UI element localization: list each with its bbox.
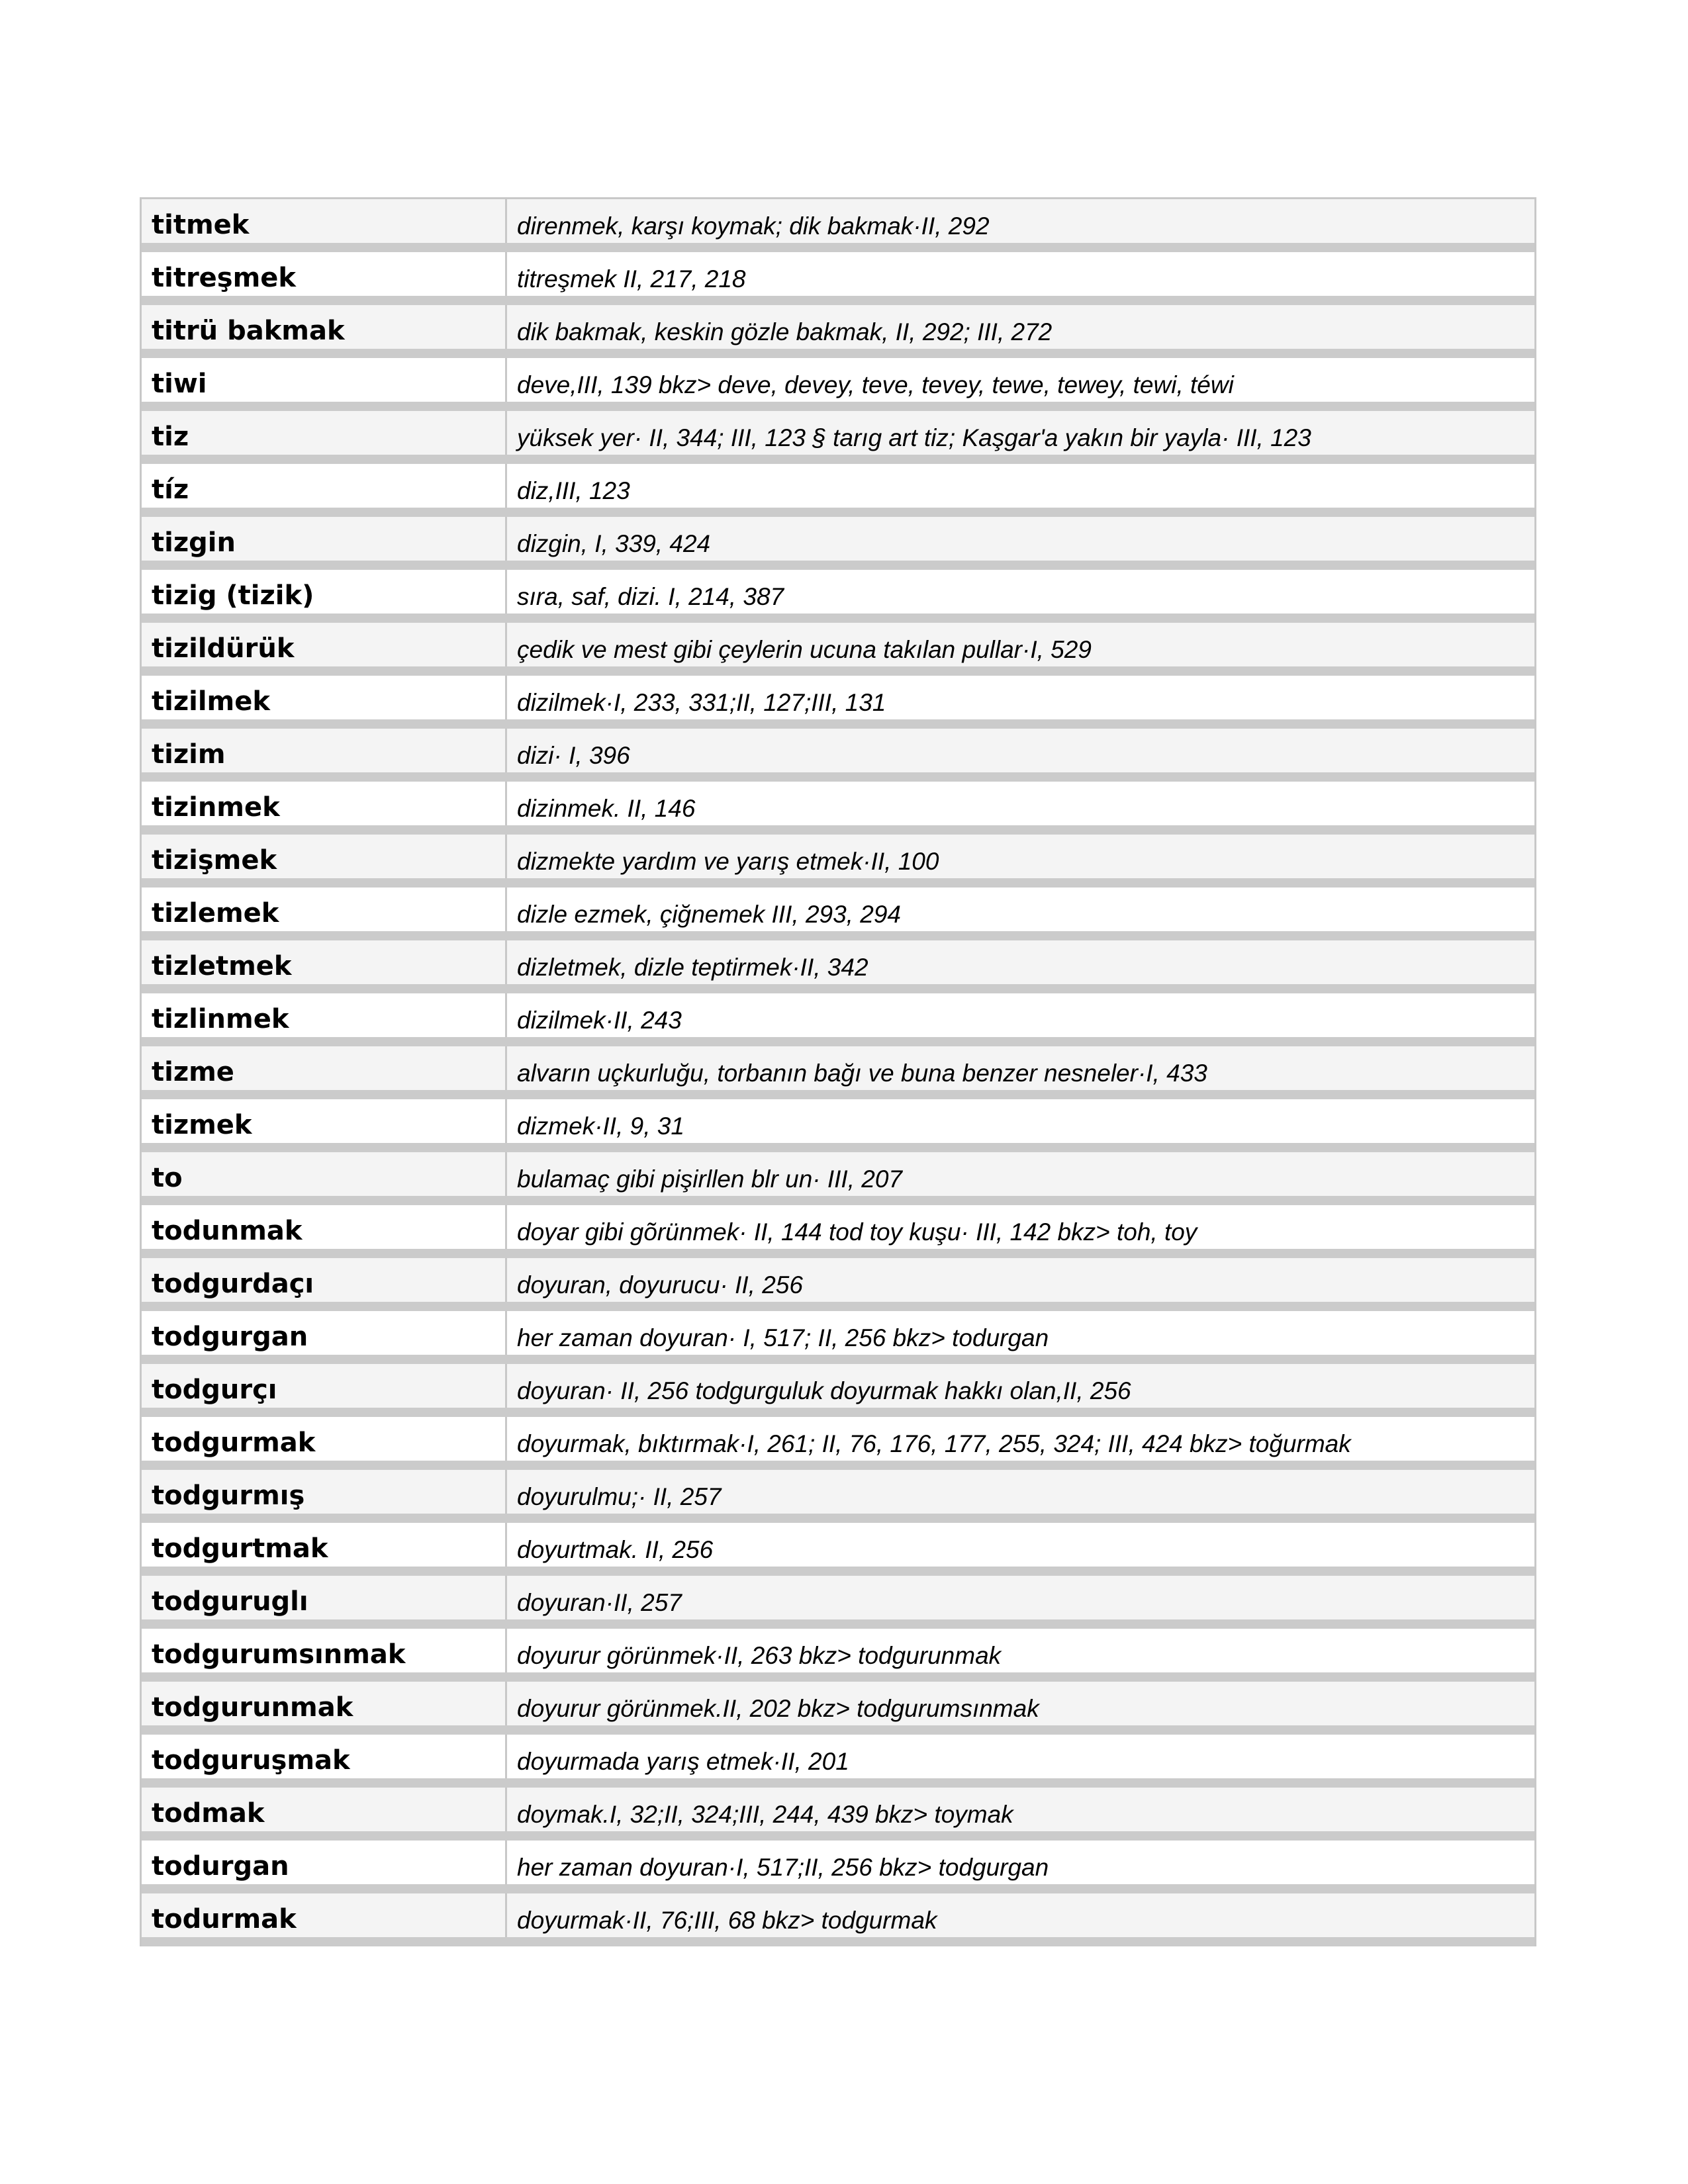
- table-row: [142, 1205, 1534, 1258]
- headword-cell: todurmak: [142, 1893, 507, 1937]
- headword-cell: tizlemek: [142, 887, 507, 931]
- table-row: [142, 940, 1534, 993]
- table-row: [142, 305, 1534, 358]
- table-row: [142, 199, 1534, 252]
- headword-cell: tizletmek: [142, 940, 507, 984]
- definition-cell: dik bakmak, keskin gözle bakmak, II, 292; III, 272: [507, 305, 1534, 349]
- definition-cell: dizinmek. II, 146: [507, 782, 1534, 825]
- definition-cell: doyuran·II, 257: [507, 1576, 1534, 1619]
- headword-cell: todgurtmak: [142, 1523, 507, 1567]
- table-row: [142, 1788, 1534, 1841]
- headword-cell: tizişmek: [142, 835, 507, 878]
- headword-cell: todgurgan: [142, 1311, 507, 1355]
- table-row: [142, 252, 1534, 305]
- definition-cell: doyurur görünmek·II, 263 bkz> todgurunmak: [507, 1629, 1534, 1672]
- headword-cell: todgurdaçı: [142, 1258, 507, 1302]
- definition-cell: doyuran· II, 256 todgurguluk doyurmak hakkı olan,II, 256: [507, 1364, 1534, 1408]
- headword-cell: todmak: [142, 1788, 507, 1831]
- definition-cell: dizmekte yardım ve yarış etmek·II, 100: [507, 835, 1534, 878]
- definition-cell: doyurulmu;· II, 257: [507, 1470, 1534, 1514]
- headword-cell: titrü bakmak: [142, 305, 507, 349]
- headword-cell: todguruşmak: [142, 1735, 507, 1778]
- headword-cell: todgurçı: [142, 1364, 507, 1408]
- table-row: [142, 1364, 1534, 1417]
- definition-cell: doyar gibi gõrünmek· II, 144 tod toy kuşu· III, 142 bkz> toh, toy: [507, 1205, 1534, 1249]
- table-row: [142, 623, 1534, 676]
- definition-cell: doyurmada yarış etmek·II, 201: [507, 1735, 1534, 1778]
- headword-cell: tizgin: [142, 517, 507, 561]
- definition-cell: doyurmak, bıktırmak·I, 261; II, 76, 176, 177, 255, 324; III, 424 bkz> toğurmak: [507, 1417, 1534, 1461]
- table-row: [142, 570, 1534, 623]
- headword-cell: tiwi: [142, 358, 507, 402]
- table-row: [142, 887, 1534, 940]
- headword-cell: tizmek: [142, 1099, 507, 1143]
- table-row: [142, 517, 1534, 570]
- headword-cell: tizildürük: [142, 623, 507, 666]
- headword-cell: todunmak: [142, 1205, 507, 1249]
- definition-cell: alvarın uçkurluğu, torbanın bağı ve buna benzer nesneler·I, 433: [507, 1046, 1534, 1090]
- table-row: [142, 1893, 1534, 1946]
- table-row: [142, 1735, 1534, 1788]
- table-row: [142, 464, 1534, 517]
- table-row: [142, 1682, 1534, 1735]
- headword-cell: tizim: [142, 729, 507, 772]
- definition-cell: dizilmek·II, 243: [507, 993, 1534, 1037]
- definition-cell: doyurur görünmek.II, 202 bkz> todgurumsınmak: [507, 1682, 1534, 1725]
- headword-cell: tizilmek: [142, 676, 507, 719]
- headword-cell: to: [142, 1152, 507, 1196]
- definition-cell: her zaman doyuran· I, 517; II, 256 bkz> todurgan: [507, 1311, 1534, 1355]
- headword-cell: titmek: [142, 199, 507, 243]
- definition-cell: doymak.I, 32;II, 324;III, 244, 439 bkz> toymak: [507, 1788, 1534, 1831]
- headword-cell: todgurmak: [142, 1417, 507, 1461]
- headword-cell: tíz: [142, 464, 507, 508]
- headword-cell: todguruglı: [142, 1576, 507, 1619]
- headword-cell: tizlinmek: [142, 993, 507, 1037]
- table-row: [142, 1258, 1534, 1311]
- table-row: [142, 1417, 1534, 1470]
- table-row: [142, 1046, 1534, 1099]
- dictionary-table: [140, 197, 1536, 1946]
- headword-cell: todurgan: [142, 1841, 507, 1884]
- definition-cell: dizmek·II, 9, 31: [507, 1099, 1534, 1143]
- headword-cell: tizig (tizik): [142, 570, 507, 614]
- headword-cell: tizinmek: [142, 782, 507, 825]
- table-row: [142, 782, 1534, 835]
- headword-cell: todgurumsınmak: [142, 1629, 507, 1672]
- definition-cell: dizilmek·I, 233, 331;II, 127;III, 131: [507, 676, 1534, 719]
- table-row: [142, 835, 1534, 887]
- table-row: [142, 1099, 1534, 1152]
- headword-cell: tiz: [142, 411, 507, 455]
- headword-cell: tizme: [142, 1046, 507, 1090]
- definition-cell: dizi· I, 396: [507, 729, 1534, 772]
- definition-cell: yüksek yer· II, 344; III, 123 § tarıg art tiz; Kaşgar'a yakın bir yayla· III, 123: [507, 411, 1534, 455]
- table-row: [142, 1311, 1534, 1364]
- definition-cell: direnmek, karşı koymak; dik bakmak·II, 292: [507, 199, 1534, 243]
- definition-cell: her zaman doyuran·I, 517;II, 256 bkz> todgurgan: [507, 1841, 1534, 1884]
- definition-cell: titreşmek II, 217, 218: [507, 252, 1534, 296]
- table-row: [142, 676, 1534, 729]
- table-row: [142, 1152, 1534, 1205]
- definition-cell: sıra, saf, dizi. I, 214, 387: [507, 570, 1534, 614]
- table-row: [142, 1576, 1534, 1629]
- definition-cell: doyurmak·II, 76;III, 68 bkz> todgurmak: [507, 1893, 1534, 1937]
- definition-cell: doyuran, doyurucu· II, 256: [507, 1258, 1534, 1302]
- table-row: [142, 358, 1534, 411]
- table-row: [142, 1629, 1534, 1682]
- table-row: [142, 1470, 1534, 1523]
- definition-cell: dizletmek, dizle teptirmek·II, 342: [507, 940, 1534, 984]
- definition-cell: dizle ezmek, çiğnemek III, 293, 294: [507, 887, 1534, 931]
- table-row: [142, 411, 1534, 464]
- definition-cell: dizgin, I, 339, 424: [507, 517, 1534, 561]
- definition-cell: deve,III, 139 bkz> deve, devey, teve, tevey, tewe, tewey, tewi, téwi: [507, 358, 1534, 402]
- table-row: [142, 1841, 1534, 1893]
- headword-cell: todgurunmak: [142, 1682, 507, 1725]
- table-row: [142, 729, 1534, 782]
- table-row: [142, 1523, 1534, 1576]
- definition-cell: çedik ve mest gibi çeylerin ucuna takılan pullar·I, 529: [507, 623, 1534, 666]
- definition-cell: diz,III, 123: [507, 464, 1534, 508]
- headword-cell: todgurmış: [142, 1470, 507, 1514]
- definition-cell: doyurtmak. II, 256: [507, 1523, 1534, 1567]
- definition-cell: bulamaç gibi pişirllen blr un· III, 207: [507, 1152, 1534, 1196]
- headword-cell: titreşmek: [142, 252, 507, 296]
- table-row: [142, 993, 1534, 1046]
